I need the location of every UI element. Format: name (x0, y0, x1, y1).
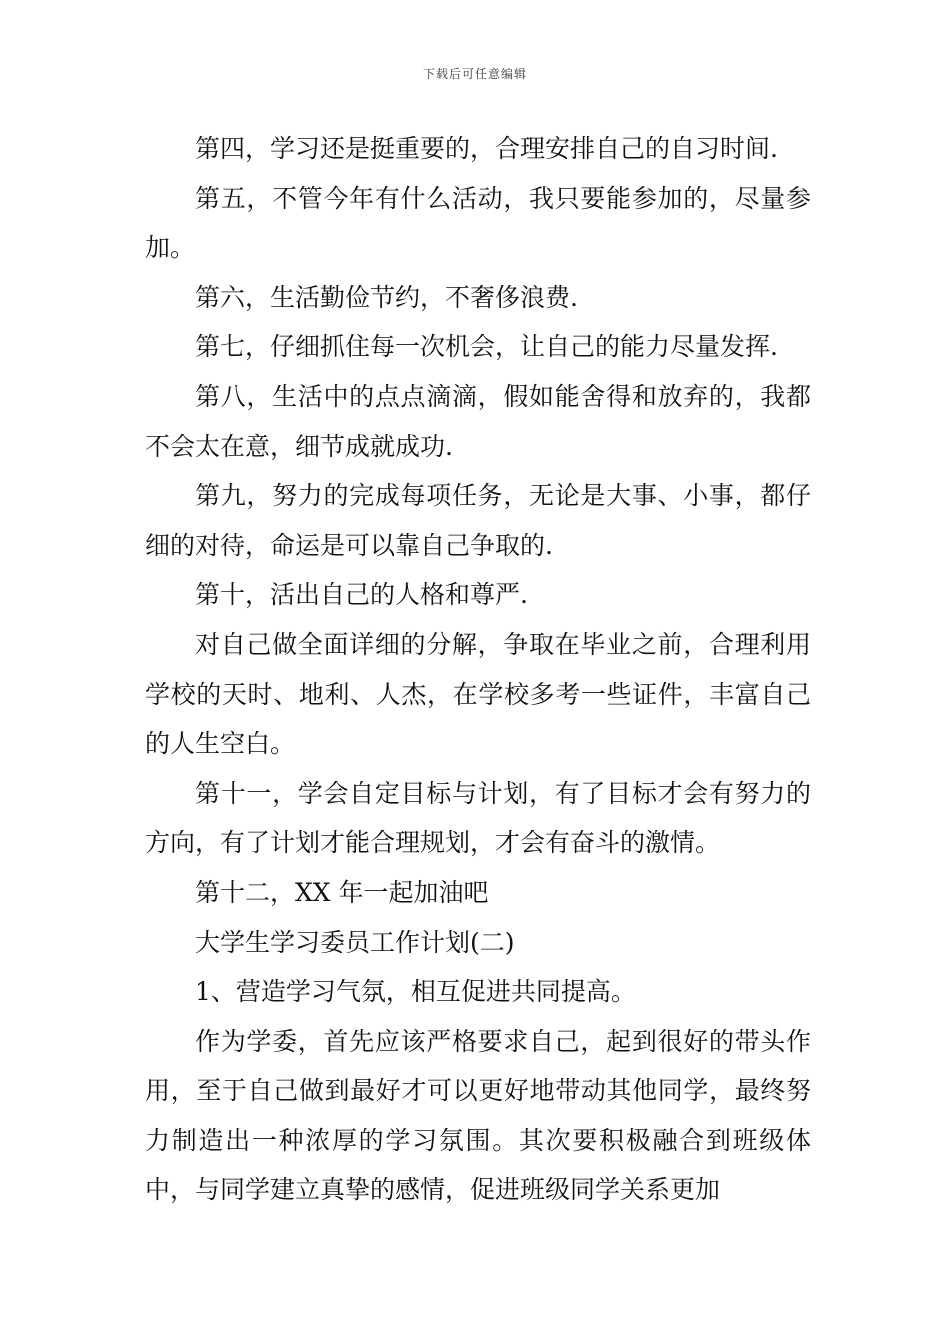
paragraph-7: 第七，仔细抓住每一次机会，让自己的能力尽量发挥. (195, 332, 778, 362)
document-body (145, 124, 811, 1215)
paragraph-5: 第五，不管今年有什么活动，我只要能参加的，尽量参加。 (145, 183, 811, 263)
section-item-1: 1、营造学习气氛，相互促进共同提高。 (195, 977, 636, 1007)
paragraph-study-committee: 作为学委，首先应该严格要求自己，起到很好的带头作用，至于自己做到最好才可以更好地带动其他同学，最终努力制造出一种浓厚的学习氛围。其次要积极融合到班级体中，与同学建立真挚的感情，促进班级同学关系更加 (145, 1026, 811, 1205)
paragraph-12: 第十二，XX 年一起加油吧 (195, 877, 489, 907)
paragraph-4: 第四，学习还是挺重要的，合理安排自己的自习时间. (195, 134, 778, 163)
section-title: 大学生学习委员工作计划(二) (195, 927, 515, 957)
paragraph-6: 第六，生活勤俭节约，不奢侈浪费. (195, 282, 578, 312)
paragraph-analysis: 对自己做全面详细的分解，争取在毕业之前，合理利用学校的天时、地利、人杰，在学校多考一些证件，丰富自己的人生空白。 (145, 629, 811, 759)
paragraph-11: 第十一，学会自定目标与计划，有了目标才会有努力的方向，有了计划才能合理规划，才会有奋斗的激情。 (145, 778, 811, 858)
paragraph-10: 第十，活出自己的人格和尊严. (195, 580, 528, 610)
paragraph-8: 第八，生活中的点点滴滴，假如能舍得和放弃的，我都不会太在意，细节成就成功. (145, 381, 811, 461)
paragraph-9: 第九，努力的完成每项任务，无论是大事、小事，都仔细的对待，命运是可以靠自己争取的. (145, 481, 811, 560)
page-header: 下载后可任意编辑 (422, 67, 527, 81)
